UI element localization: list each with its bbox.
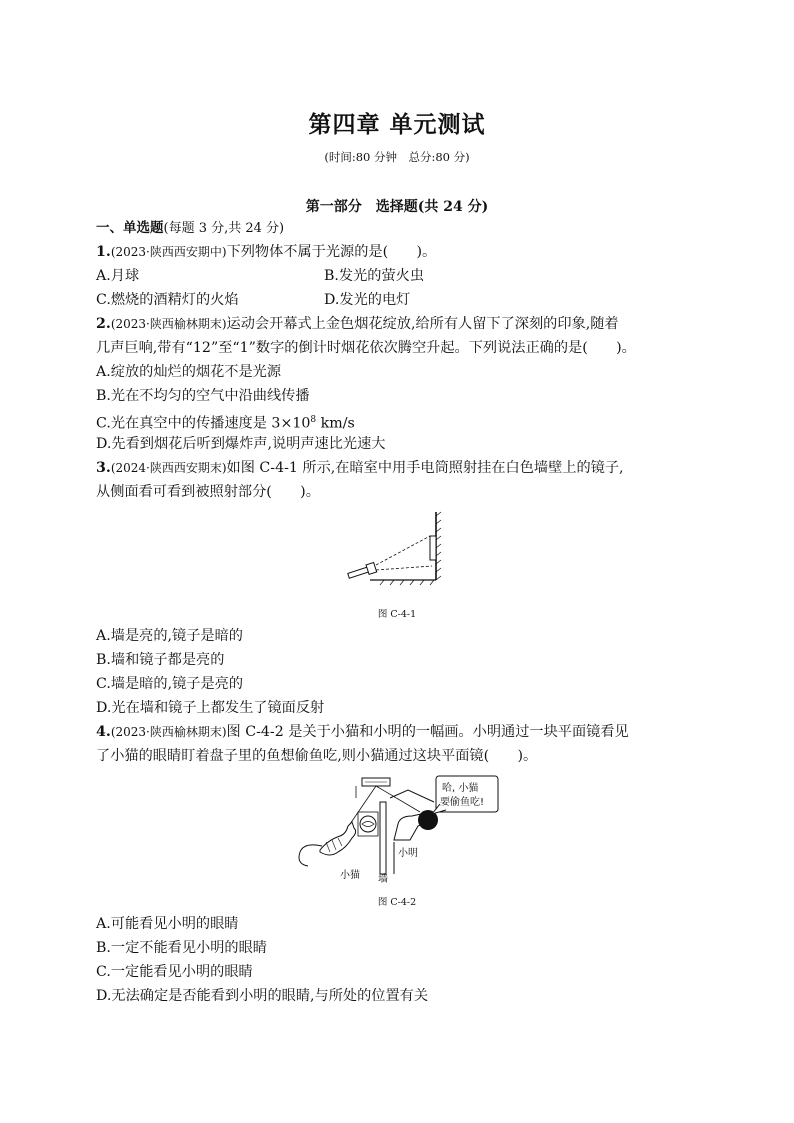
- question-number: 4.: [96, 724, 111, 740]
- question-3-stem-line-1: [96, 458, 706, 478]
- section-title: 一、单选题: [96, 220, 164, 236]
- part-heading: 第一部分 选择题(共 24 分): [305, 199, 489, 215]
- mirror: [430, 536, 436, 560]
- figure-caption: 图 C-4-2: [377, 897, 417, 908]
- question-1-options-row-2: [96, 290, 706, 310]
- light-ray-upper: [376, 536, 430, 565]
- question-4-stem-line-1: [96, 722, 706, 742]
- option-d: D.无法确定是否能看到小明的眼睛,与所处的位置有关: [96, 988, 429, 1004]
- option-c-text: C.光在真空中的传播速度是 3×10: [96, 415, 311, 432]
- figure-c-4-2: [290, 772, 510, 884]
- option-c: [96, 410, 706, 434]
- option-c: C.墙是暗的,镜子是亮的: [96, 676, 244, 692]
- wall-shape: [380, 802, 386, 874]
- ming-arm: [390, 790, 434, 802]
- option-b: B.墙和镜子都是亮的: [96, 652, 225, 668]
- flashlight-icon: [347, 562, 377, 580]
- question-text: 如图 C-4-1 所示,在暗室中用手电筒照射挂在白色墙壁上的镜子,: [226, 460, 624, 476]
- exam-meta: (时间:80 分钟 总分:80 分): [324, 150, 470, 164]
- option-a: A.墙是亮的,镜子是暗的: [96, 628, 243, 644]
- option-b: B.光在不均匀的空气中沿曲线传播: [96, 388, 310, 404]
- speech-line-2: 要偷鱼吃!: [440, 797, 485, 808]
- speech-line-1: 哈, 小猫: [442, 783, 479, 794]
- question-source: (2023·陕西西安期中): [110, 245, 227, 259]
- light-ray-lower: [376, 566, 432, 570]
- label-ming: 小明: [398, 848, 418, 859]
- section-note: (每题 3 分,共 24 分): [163, 221, 285, 236]
- cat-tail: [299, 845, 322, 866]
- option-c-unit: km/s: [316, 415, 355, 432]
- figure-caption: 图 C-4-1: [377, 609, 417, 620]
- label-cat: 小猫: [340, 870, 360, 881]
- question-2-stem-line-1: [96, 314, 706, 334]
- option-b: B.一定不能看见小明的眼睛: [96, 940, 267, 956]
- question-1-stem: [96, 242, 706, 262]
- question-1-options-row-1: [96, 266, 706, 286]
- question-text: 运动会开幕式上金色烟花绽放,给所有人留下了深刻的印象,随着: [226, 316, 619, 332]
- question-source: (2023·陕西榆林期末): [110, 725, 227, 739]
- option-d: D.光在墙和镜子上都发生了镜面反射: [96, 700, 325, 716]
- figure-c-4-1: [340, 508, 460, 588]
- option-a: A.可能看见小明的眼睛: [96, 916, 239, 932]
- label-wall: 墙: [378, 874, 388, 884]
- page-title: 第四章 单元测试: [308, 112, 486, 138]
- option-d: D.先看到烟花后听到爆炸声,说明声速比光速大: [96, 436, 386, 452]
- option-a: A.月球: [96, 268, 140, 284]
- cat-figure: [320, 822, 356, 855]
- option-d: D.发光的电灯: [324, 292, 411, 308]
- option-a: A.绽放的灿烂的烟花不是光源: [96, 364, 282, 380]
- question-text: 图 C-4-2 是关于小猫和小明的一幅画。小明通过一块平面镜看见: [226, 724, 629, 740]
- question-2-stem-line-2: 几声巨响,带有“12”至“1”数字的倒计时烟花依次腾空升起。下列说法正确的是( )。: [96, 340, 636, 356]
- section-heading: [96, 218, 706, 239]
- question-number: 3.: [96, 460, 111, 476]
- question-source: (2024·陕西西安期末): [110, 461, 227, 475]
- question-source: (2023·陕西榆林期末): [110, 317, 227, 331]
- question-3-stem-line-2: 从侧面看可看到被照射部分( )。: [96, 484, 320, 500]
- question-4-stem-line-2: 了小猫的眼睛盯着盘子里的鱼想偷鱼吃,则小猫通过这块平面镜( )。: [96, 748, 538, 764]
- question-text: 下列物体不属于光源的是( )。: [226, 244, 437, 260]
- question-number: 2.: [96, 316, 111, 332]
- option-b: B.发光的萤火虫: [324, 268, 425, 284]
- question-number: 1.: [96, 244, 111, 260]
- option-c: C.一定能看见小明的眼睛: [96, 964, 253, 980]
- option-c: C.燃烧的酒精灯的火焰: [96, 292, 239, 308]
- option-c-exponent: 8: [310, 415, 317, 425]
